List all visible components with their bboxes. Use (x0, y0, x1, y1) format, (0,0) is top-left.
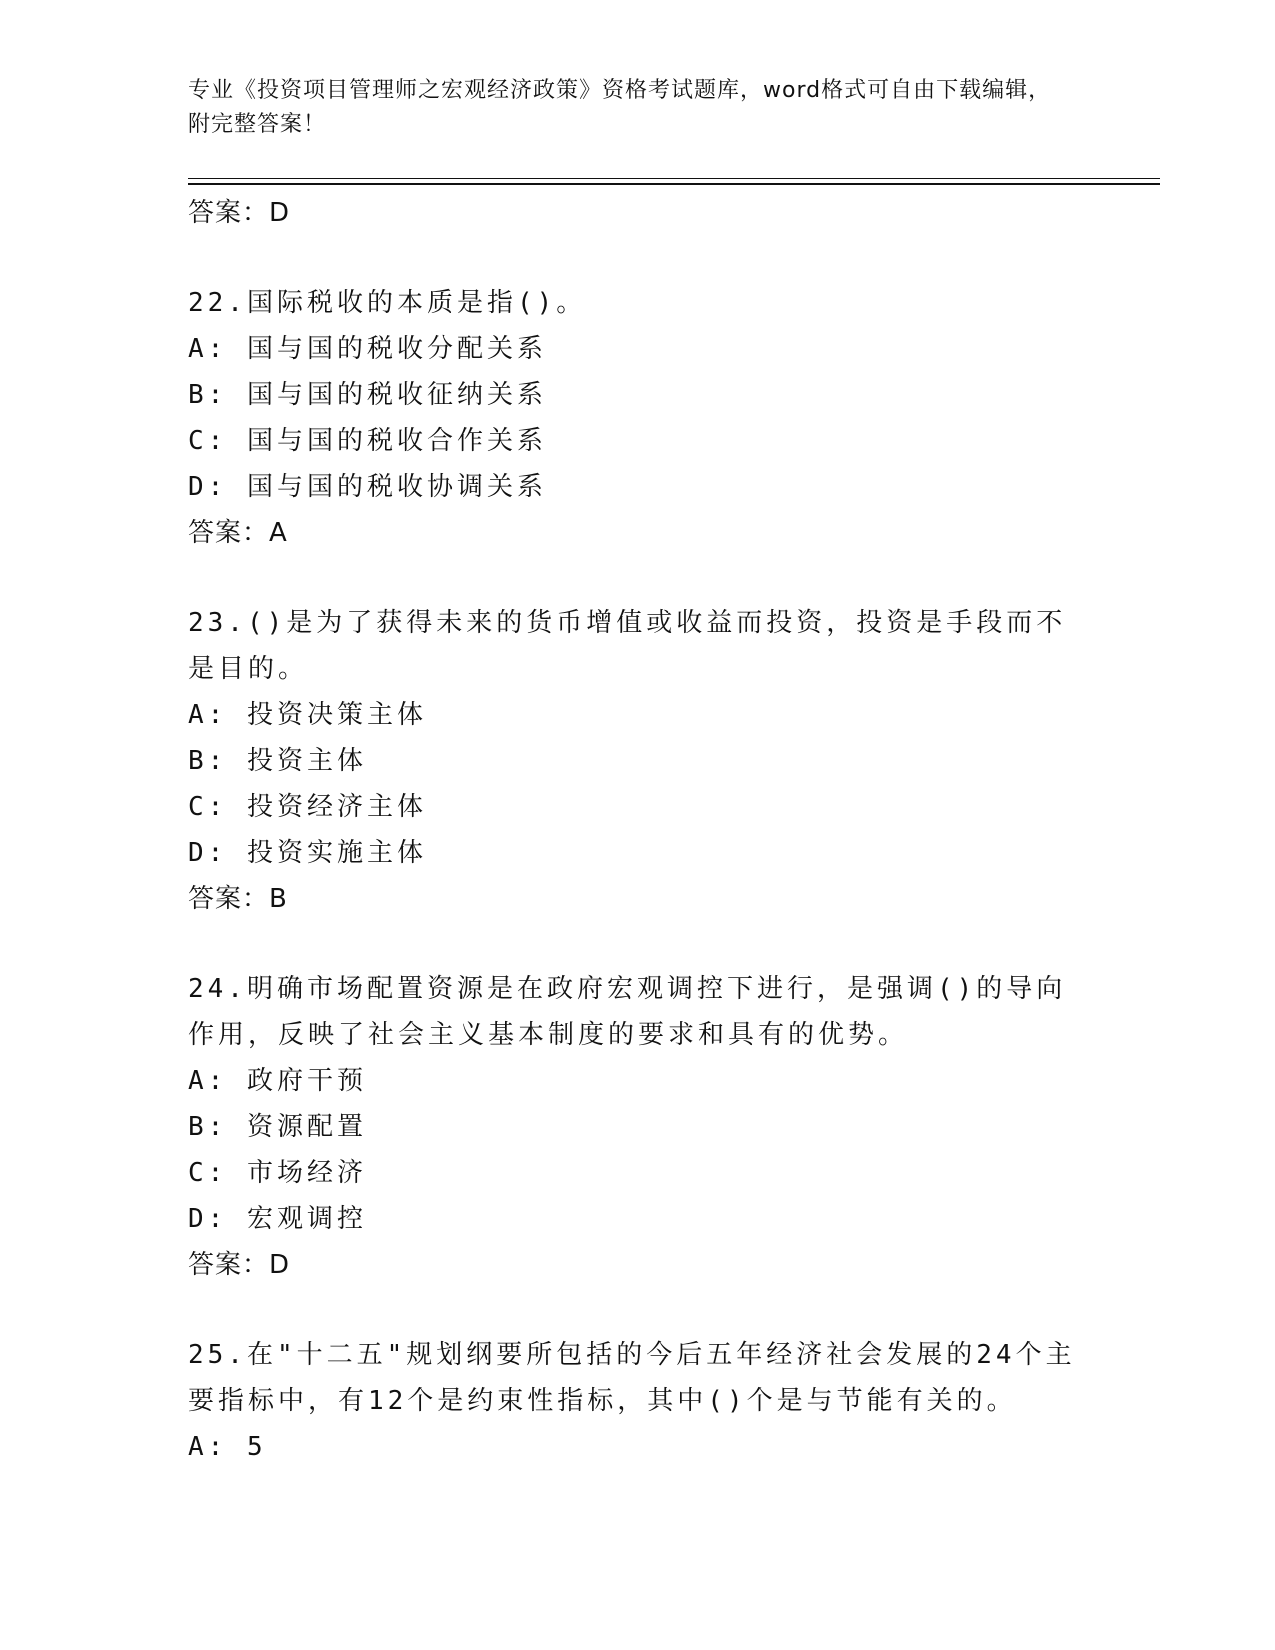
question-24 (188, 966, 1088, 1288)
question-23 (188, 600, 1088, 922)
option-a: A: 5 (188, 1432, 267, 1462)
header-divider-thick (188, 183, 1160, 185)
option-b: B: 资源配置 (188, 1112, 367, 1142)
option-d: D: 国与国的税收协调关系 (188, 472, 547, 502)
option-d: D: 投资实施主体 (188, 838, 427, 868)
question-content (188, 190, 1088, 1470)
header-divider-thin (188, 178, 1160, 179)
option-c: C: 市场经济 (188, 1158, 367, 1188)
question-25 (188, 1332, 1088, 1470)
option-a: A: 国与国的税收分配关系 (188, 334, 547, 364)
document-header: 专业《投资项目管理师之宏观经济政策》资格考试题库，word格式可自由下载编辑，附完整答案！ (188, 78, 1052, 137)
answer-previous: 答案：D (188, 198, 291, 228)
answer: 答案：A (188, 518, 288, 548)
option-a: A: 政府干预 (188, 1066, 367, 1096)
question-stem: 22.国际税收的本质是指()。 (188, 288, 587, 318)
question-stem: 24.明确市场配置资源是在政府宏观调控下进行，是强调()的导向作用，反映了社会主义基本制度的要求和具有的优势。 (188, 974, 1067, 1050)
option-c: C: 投资经济主体 (188, 792, 427, 822)
option-a: A: 投资决策主体 (188, 700, 427, 730)
option-d: D: 宏观调控 (188, 1204, 367, 1234)
option-c: C: 国与国的税收合作关系 (188, 426, 547, 456)
question-stem: 23.()是为了获得未来的货币增值或收益而投资，投资是手段而不是目的。 (188, 608, 1067, 684)
option-b: B: 投资主体 (188, 746, 367, 776)
option-b: B: 国与国的税收征纳关系 (188, 380, 547, 410)
question-22 (188, 280, 1088, 556)
question-stem: 25.在"十二五"规划纲要所包括的今后五年经济社会发展的24个主要指标中，有12个是约束性指标，其中()个是与节能有关的。 (188, 1340, 1076, 1416)
answer: 答案：D (188, 1250, 291, 1280)
answer: 答案：B (188, 884, 288, 914)
